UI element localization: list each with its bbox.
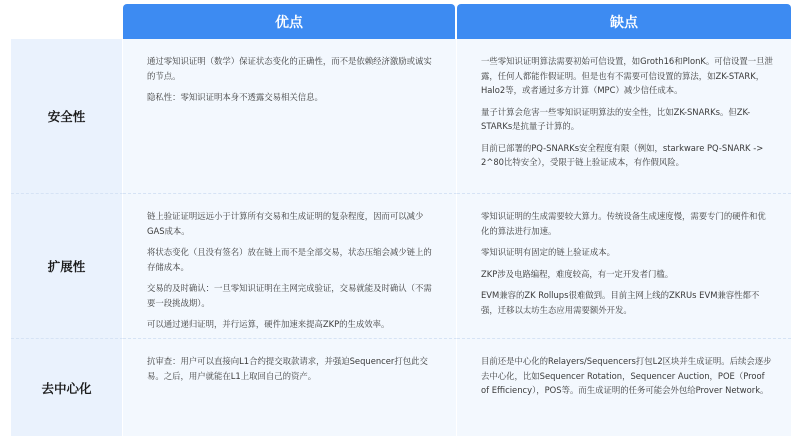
pros-header: 优点 — [123, 4, 455, 39]
decentralization-cons-cell — [457, 339, 791, 436]
security-pros-item: 通过零知识证明（数学）保证状态变化的正确性，而不是依赖经济激励或诚实的节点。 — [147, 56, 432, 81]
scalability-pros-item: 可以通过递归证明，并行运算，硬件加速来提高ZKP的生成效率。 — [147, 319, 390, 329]
scalability-pros-item: 链上验证证明远远小于计算所有交易和生成证明的复杂程度，因而可以减少GAS成本。 — [147, 211, 424, 236]
scalability-pros-item: 交易的及时确认：一旦零知识证明在主网完成验证，交易就能及时确认（不需要一段挑战期）。 — [147, 283, 432, 308]
pros-cons-table — [11, 4, 791, 436]
decentralization-pros-item: 抗审查：用户可以直接向L1合约提交取款请求，并强迫Sequencer打包此交易。之后，用户就能在L1上取回自己的资产。 — [147, 356, 428, 381]
scalability-pros-cell — [123, 194, 457, 339]
scalability-cons-item: ZKP涉及电路编程，难度较高，有一定开发者门槛。 — [481, 268, 674, 279]
security-cons-item: 目前已部署的PQ-SNARKs安全程度有限（例如，starkware PQ-SNARK -> 2^80比特安全），受限于链上验证成本，有作假风险。 — [481, 142, 764, 167]
row-label-decentralization: 去中心化 — [11, 339, 123, 436]
cons-header: 缺点 — [457, 4, 791, 39]
security-cons-item: 一些零知识证明算法需要初始可信设置，如Groth16和PlonK。可信设置一旦泄露，任何人都能作假证明。但是也有不需要可信设置的算法，如ZK-STARK，Halo2等，或者通过多方计算（MPC）减少信任成本。 — [481, 56, 773, 95]
header-corner — [11, 4, 123, 39]
decentralization-pros-cell — [123, 339, 457, 436]
security-cons-item: 量子计算会危害一些零知识证明算法的安全性，比如ZK-SNARKs。但ZK-STARKs是抗量子计算的。 — [481, 106, 751, 131]
security-pros-cell — [123, 39, 457, 194]
row-label-scalability: 扩展性 — [11, 194, 123, 339]
row-label-security: 安全性 — [11, 39, 123, 194]
scalability-cons-item: 零知识证明的生成需要较大算力。传统设备生成速度慢，需要专门的硬件和优化的算法进行加速。 — [481, 211, 766, 236]
security-cons-cell — [457, 39, 791, 194]
scalability-cons-item: EVM兼容的ZK Rollups很难做到。目前主网上线的ZKRUs EVM兼容性都不强，迁移以太坊生态应用需要额外开发。 — [481, 290, 760, 315]
security-pros-item: 隐私性：零知识证明本身不透露交易相关信息。 — [147, 92, 323, 102]
scalability-cons-cell — [457, 194, 791, 339]
scalability-cons-item: 零知识证明有固定的链上验证成本。 — [481, 247, 615, 257]
decentralization-cons-item: 目前还是中心化的Relayers/Sequencers打包L2区块并生成证明。后续会逐步去中心化，比如Sequencer Rotation，Sequencer Auction，POE（Proof of Efficiency），POS等。而生成证明的任务可能会外包给Prover Network。 — [481, 356, 772, 395]
scalability-pros-item: 将状态变化（且没有签名）放在链上而不是全部交易，状态压缩会减少链上的存储成本。 — [147, 247, 432, 272]
